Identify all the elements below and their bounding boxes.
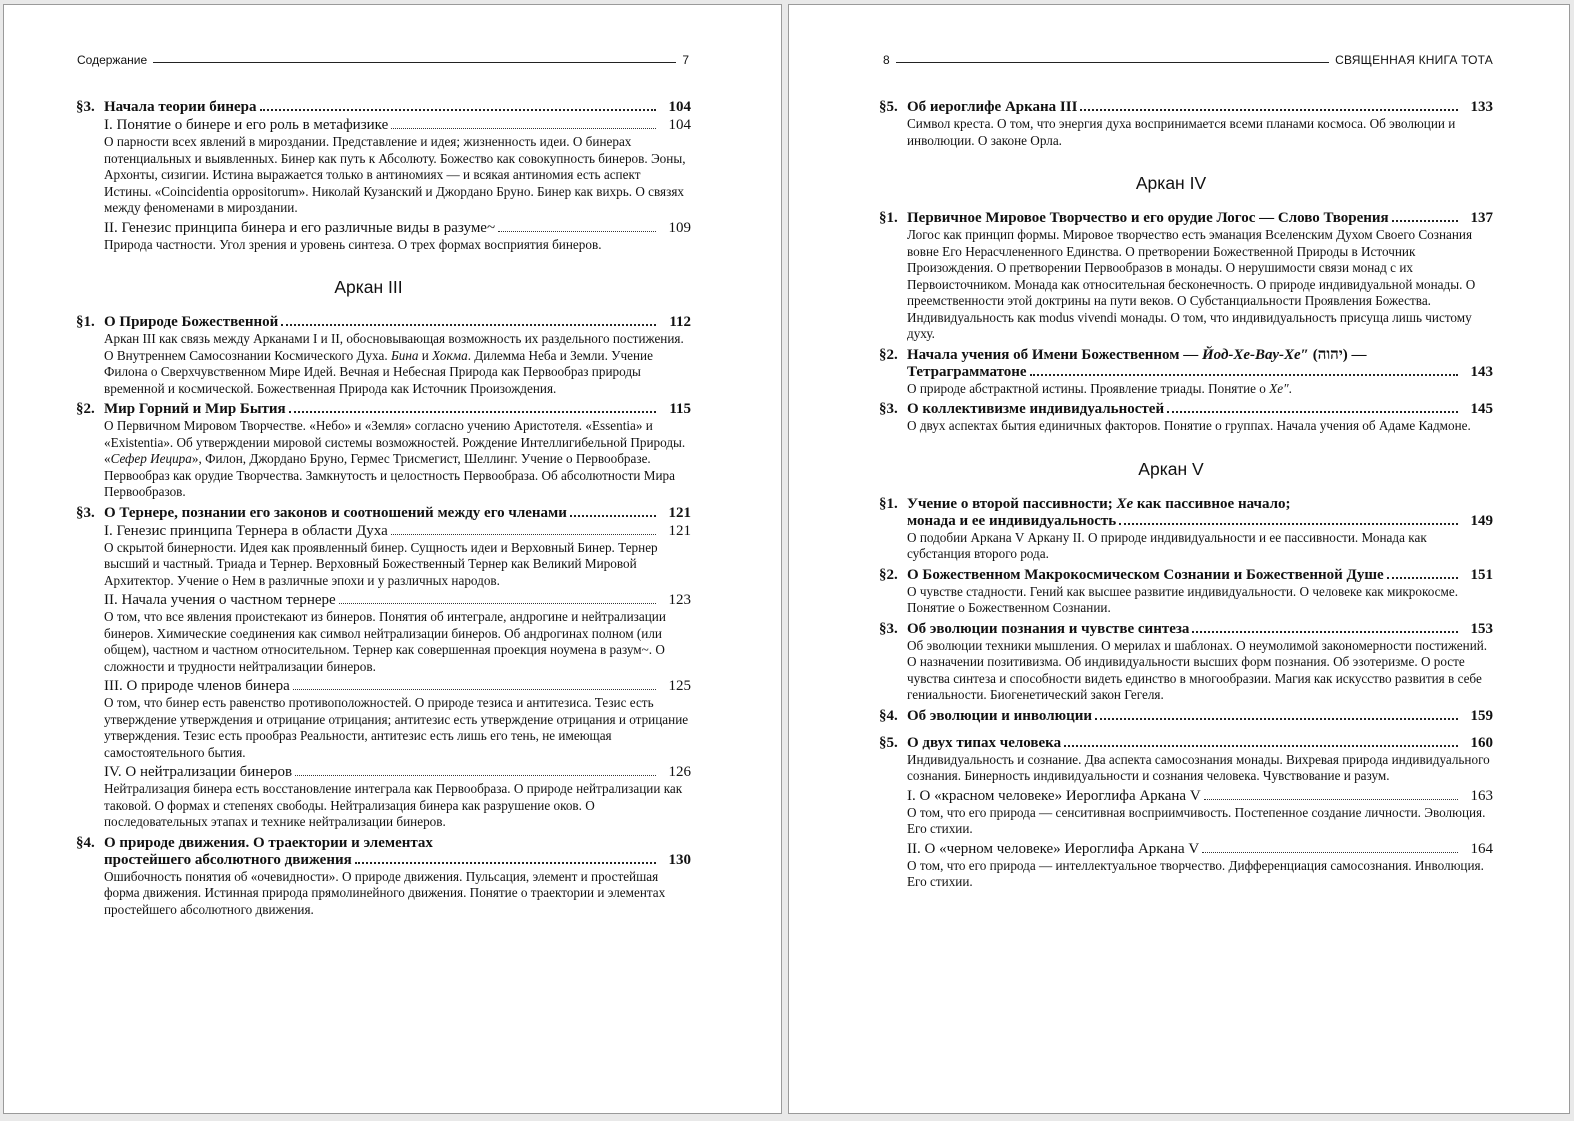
toc-section <box>879 708 1493 731</box>
section-number: §4. <box>76 834 95 851</box>
desc-text: . Дилемма Неба и Земли. Учение Филона о Сверхчувственном Мире Идей. Вечная и Небесная Природа как Первообраз природы временной и космической. Божественная Природа как Источник Произождения. <box>104 347 653 396</box>
toc-entry[interactable] <box>907 99 1493 116</box>
dot-leader <box>391 128 656 129</box>
page-number: 104 <box>668 117 691 133</box>
desc-italic: Хокма <box>432 347 468 363</box>
desc-text: Аркан III как связь между Арканами I и II, обосновывающая возможность их раздельного постижения. О Внутреннем Самосознании Космического Духа. <box>104 331 684 363</box>
section-title: О Тернере, познании его законов и соотношений между его членами <box>104 504 567 521</box>
toc-entry[interactable] <box>104 99 691 116</box>
dot-leader <box>339 603 656 604</box>
section-number: §5. <box>879 99 898 115</box>
section-title: О Божественном Макрокосмическом Сознании и Божественной Душе <box>907 566 1384 583</box>
title-text: (יהוה) — <box>1308 346 1367 363</box>
dot-leader <box>1167 411 1458 413</box>
page-number: 109 <box>668 219 691 236</box>
page-number: 163 <box>1470 787 1493 804</box>
header-title: СВЯЩЕННАЯ КНИГА ТОТА <box>1335 53 1493 67</box>
section-number: §1. <box>76 314 95 330</box>
subsection-title: II. Начала учения о частном тернере <box>104 592 336 608</box>
dot-leader <box>295 775 656 776</box>
section-number: §2. <box>76 401 95 417</box>
subsection-description: О том, что все явления проистекают из бинеров. Понятия об интеграле, андрогине и нейтрализации бинеров. Химические соединения как символ нейтрализации бинеров. Об андрогинах полном (или общем), частном и частном относительном. Тернер как совершенная проекция ноумена в разум~. О сложности и трудности нейтрализации бинеров. <box>104 609 666 674</box>
section-number: §3. <box>879 620 898 637</box>
subsection-title: II. О «черном человеке» Иероглифа Аркана V <box>907 840 1200 857</box>
toc-entry[interactable] <box>907 401 1493 418</box>
toc-subentry[interactable] <box>907 788 1493 805</box>
section-description: О подобии Аркана V Аркану II. О природе индивидуальности и ее пассивности. Монада как субстанция второго рода. <box>907 529 1427 561</box>
section-description: Символ креста. О том, что энергия духа воспринимается всеми планами космоса. Об эволюции и инволюции. О законе Орла. <box>907 116 1456 148</box>
dot-leader <box>1204 799 1458 800</box>
page-number: 145 <box>1470 401 1493 417</box>
section-title-line2: простейшего абсолютного движения <box>104 851 352 868</box>
section-title: О коллективизме индивидуальностей <box>907 401 1165 417</box>
toc-section <box>879 496 1493 563</box>
toc-section <box>76 314 691 397</box>
toc-section <box>879 99 1493 149</box>
toc-subentry[interactable] <box>104 523 691 540</box>
title-text: как пассивное начало; <box>1133 495 1291 512</box>
toc-entry[interactable] <box>907 708 1493 725</box>
page-number: 153 <box>1470 620 1493 637</box>
subsection-title: III. О природе членов бинера <box>104 678 290 694</box>
desc-text: . <box>1288 380 1292 396</box>
toc-entry[interactable] <box>104 401 691 418</box>
dot-leader <box>1064 745 1458 747</box>
section-description: Индивидуальность и сознание. Два аспекта самосознания монады. Вихревая природа индивидуального сознания. Бинерность индивидуальности и сознания человека. Чувствование и разум. <box>907 751 1490 783</box>
section-description <box>104 331 691 397</box>
toc-subentry[interactable] <box>104 220 691 237</box>
subsection-description: О том, что его природа — сенситивная восприимчивость. Постепенное создание личности. Эволюция. Его стихии. <box>907 804 1486 836</box>
section-description: Об эволюции техники мышления. О мерилах и шаблонах. О неумолимой закономерности постижений. О назначении позитивизма. Об индивидуальности высших форм познания. Об эзотеризме. О росте чувства синтеза и способности видеть единство в многообразии. Магия как искусство развития в себе гениальности. Биогенетический закон Гегеля. <box>907 637 1488 702</box>
subsection-description: Нейтрализация бинера есть восстановление интеграла как Первообраза. О природе нейтрализации как таковой. О формах и степенях свободы. Нейтрализация бинера как разрушение оков. О последовательных этапах и технике нейтрализации бинеров. <box>104 781 683 829</box>
header-title: Содержание <box>77 53 148 67</box>
subsection-description: О том, что его природа — интеллектуальное творчество. Дифференциация самосознания. Инволюция. Его стихии. <box>907 857 1484 889</box>
header-page-number: 8 <box>883 53 890 67</box>
page-number: 121 <box>668 522 691 539</box>
toc-subentry[interactable] <box>104 592 691 609</box>
section-title: О Природе Божественной <box>104 314 279 330</box>
page-number: 125 <box>668 678 691 694</box>
section-description: О чувстве стадности. Гений как высшее развитие индивидуальности. О человеке как микрокосме. Понятие о Божественном Сознании. <box>907 583 1459 615</box>
toc-entry[interactable] <box>104 505 691 522</box>
section-number: §2. <box>879 346 898 363</box>
section-title-line1[interactable]: О природе движения. О траектории и элементах <box>104 834 433 851</box>
running-header <box>883 53 1493 67</box>
desc-text: и <box>418 347 433 363</box>
toc-section <box>879 401 1493 435</box>
subsection-title: II. Генезис принципа бинера и его различные виды в разуме~ <box>104 219 496 236</box>
section-title-line1[interactable] <box>907 496 1493 513</box>
toc-subentry[interactable] <box>104 117 691 134</box>
arkan-heading: Аркан IV <box>1135 173 1207 193</box>
desc-text: », Филон, Джордано Бруно, Гермес Трисмегист, Шеллинг. Учение о Первообразе. Первообраз как орудие Творчества. Замкнутость и целостность Первообраза. Об абсолютности Мира Первообразов. <box>104 451 676 499</box>
desc-text: О природе абстрактной истины. Проявление триады. Понятие о <box>907 380 1270 396</box>
desc-text: О Первичном Мировом Творчестве. «Небо» и «Земля» согласно учению Аристотеля. «Essentia» и «Existentia». Об утверждении мировой системы возможностей. Рождение Интеллигибельной Природы. « <box>104 418 686 466</box>
toc-section <box>879 210 1493 343</box>
toc-entry[interactable] <box>907 513 1493 530</box>
dot-leader <box>1202 852 1458 853</box>
section-description: Логос как принцип формы. Мировое творчество есть эманация Вселенским Духом Своего Сознания вовне Его Нерасчлененного Единства. О претворении Божественной Природы в Источник Произождения. О претворении Первообразов в монады. О нерушимости связи монад с их Первоисточником. Монада как относительная бесконечность. О природе индивидуальной монады. О преемственности этой доктрины на пути веков. О Субстанциальности Проявления Божества. Индивидуальность как modus vivendi монады. О том, что индивидуальность присуща лишь чистому духу. <box>907 227 1476 341</box>
toc-subentry[interactable] <box>907 841 1493 858</box>
page-number: 126 <box>668 764 691 780</box>
subsection-title: I. Понятие о бинере и его роль в метафизике <box>104 117 389 133</box>
page-number: 151 <box>1470 566 1493 583</box>
toc-subentry[interactable] <box>104 764 691 781</box>
running-header <box>77 53 689 67</box>
section-number: §1. <box>879 210 898 226</box>
subsection-title: I. О «красном человеке» Иероглифа Аркана V <box>907 787 1201 804</box>
section-description <box>907 381 1493 398</box>
subsection-description: О парности всех явлений в мироздании. Представление и идея; жизненность идеи. О бинерах потенциальных и выявленных. Бинер как путь к Абсолюту. Божество как совокупность бинеров. Эоны, Архонты, сизигии. Истина выражается только в антиномиях — и всякая антиномия есть аспект Истины. «Coincidentia oppositorum». Николай Кузанский и Джордано Бруно. Бинер как вихрь. О связях между феноменами в мироздании. <box>104 134 686 215</box>
section-number: §2. <box>879 566 898 583</box>
section-title-line1[interactable] <box>907 347 1493 364</box>
section-title: О двух типах человека <box>907 734 1062 751</box>
subsection-title: I. Генезис принципа Тернера в области Духа <box>104 522 388 539</box>
arkan-heading: Аркан III <box>334 277 403 297</box>
section-title: Первичное Мировое Творчество и его орудие Логос — Слово Творения <box>907 210 1389 226</box>
subsection-description: О том, что бинер есть равенство противоположностей. О природе тезиса и антитезиса. Тезис есть утверждение утверждения и отрицание отрицания; антитезис есть утверждение отрицания и отрицание утверждения. Тезис есть прообраз Реальности, антитезис есть лишь его тень, не имеющая самостоятельного бытия. <box>104 695 689 760</box>
page-number: 149 <box>1470 512 1493 529</box>
section-title: Мир Горний и Мир Бытия <box>104 401 286 417</box>
section-description: О двух аспектах бытия единичных факторов. Понятие о группах. Начала учения об Адаме Кадмоне. <box>907 418 1471 433</box>
subsection-title: IV. О нейтрализации бинеров <box>104 764 293 780</box>
section-number: §3. <box>879 401 898 417</box>
section-number: §5. <box>879 734 898 751</box>
section-description: Ошибочность понятия об «очевидности». О природе движения. Пульсация, элемент и простейшая форма движения. Истинная природа прямолинейного движения. Понятие о траектории и элементах простейшего абсолютного движения. <box>104 868 666 917</box>
header-rule <box>896 62 1329 63</box>
desc-italic: Сефер Иецира <box>110 451 192 466</box>
dot-leader <box>1387 577 1458 579</box>
dot-leader <box>1392 220 1458 222</box>
toc-entry[interactable] <box>907 210 1493 227</box>
title-text: Начала учения об Имени Божественном — <box>907 346 1202 363</box>
dot-leader <box>1095 718 1458 720</box>
title-italic: Хе <box>1116 495 1134 512</box>
toc-content <box>76 99 691 922</box>
section-title: Начала теории бинера <box>104 99 257 115</box>
toc-section <box>76 505 691 831</box>
toc-section <box>879 735 1493 891</box>
section-number: §4. <box>879 707 898 724</box>
toc-entry[interactable] <box>104 852 691 869</box>
dot-leader <box>260 109 656 111</box>
dot-leader <box>391 534 656 535</box>
section-title: Об эволюции познания и чувстве синтеза <box>907 620 1190 637</box>
page-number: 164 <box>1470 840 1493 857</box>
right-page <box>788 4 1570 1114</box>
toc-section <box>76 835 691 919</box>
toc-section <box>879 567 1493 617</box>
page-number: 137 <box>1470 210 1493 226</box>
toc-section <box>76 99 691 253</box>
section-number: §3. <box>76 99 95 115</box>
section-title: Об иероглифе Аркана III <box>907 99 1078 115</box>
section-number: §3. <box>76 504 95 521</box>
toc-entry[interactable] <box>907 621 1493 638</box>
dot-leader <box>293 689 656 690</box>
page-number: 115 <box>669 401 691 417</box>
dot-leader <box>1030 374 1458 376</box>
section-title-line2: монада и ее индивидуальность <box>907 512 1117 529</box>
page-number: 159 <box>1470 707 1493 724</box>
section-title-line2: Тетраграмматоне <box>907 363 1027 380</box>
toc-section <box>879 621 1493 704</box>
title-text: Учение о второй пассивности; <box>907 495 1117 512</box>
page-number: 104 <box>668 99 691 115</box>
dot-leader <box>570 515 656 517</box>
section-title: Об эволюции и инволюции <box>907 707 1093 724</box>
dot-leader <box>1080 109 1458 111</box>
page-number: 123 <box>668 592 691 608</box>
dot-leader <box>289 411 656 413</box>
subsection-description: О скрытой бинерности. Идея как проявленный бинер. Сущность идеи и Верховный Бинер. Тернер высший и частный. Триада и Тернер. Верховный Божественный Тернер как Великий Мировой Архитектор. Учение о Нем в различные эпохи и у различных народов. <box>104 539 658 588</box>
arkan-heading: Аркан V <box>1138 458 1204 479</box>
toc-subentry[interactable] <box>104 678 691 695</box>
subsection-description: Природа частности. Угол зрения и уровень синтеза. О трех формах восприятия бинеров. <box>104 236 602 252</box>
dot-leader <box>355 862 656 864</box>
toc-entry[interactable] <box>104 314 691 331</box>
toc-entry[interactable] <box>907 735 1493 752</box>
title-italic: Йод-Хе-Вау-Хе″ <box>1201 346 1309 363</box>
section-number: §1. <box>879 495 898 512</box>
spacer <box>907 725 1493 731</box>
toc-content <box>879 99 1493 895</box>
desc-italic: Бина <box>390 347 419 363</box>
toc-section <box>879 347 1493 398</box>
section-description <box>104 418 691 501</box>
page-number: 143 <box>1470 363 1493 380</box>
page-number: 121 <box>668 504 691 521</box>
toc-section <box>76 401 691 501</box>
page-number: 160 <box>1470 734 1493 751</box>
dot-leader <box>498 231 656 232</box>
left-page <box>3 4 782 1114</box>
header-rule <box>153 62 676 63</box>
header-page-number: 7 <box>682 53 689 67</box>
desc-italic: Хе″ <box>1269 380 1289 396</box>
dot-leader <box>1119 523 1458 525</box>
dot-leader <box>281 324 656 326</box>
page-number: 130 <box>668 851 691 868</box>
toc-entry[interactable] <box>907 364 1493 381</box>
page-number: 112 <box>669 314 691 330</box>
dot-leader <box>1192 631 1458 633</box>
toc-entry[interactable] <box>907 567 1493 584</box>
page-number: 133 <box>1470 99 1493 115</box>
